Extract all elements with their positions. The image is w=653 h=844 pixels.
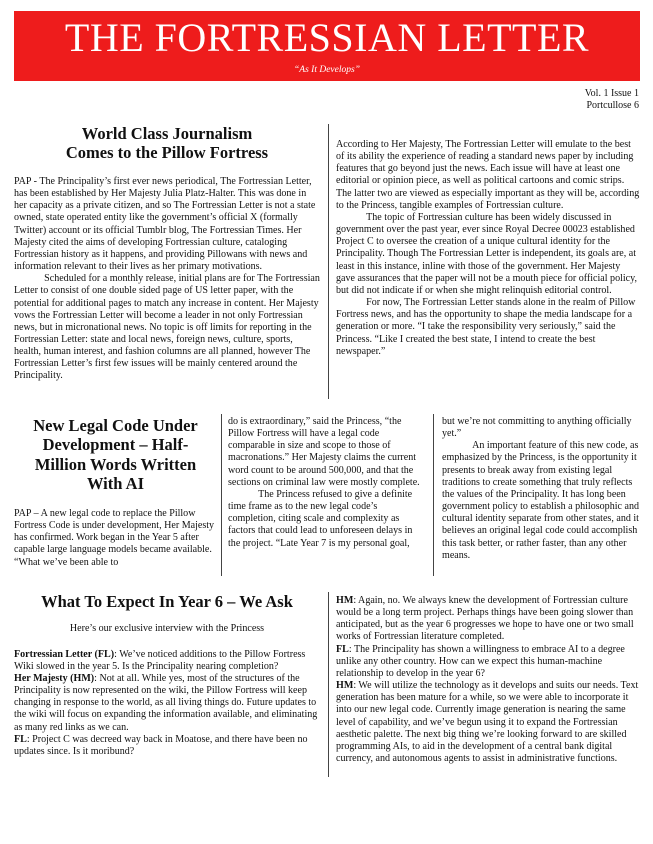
interview-entry (336, 595, 640, 644)
interview-text: : We will utilize the technology as it develops and suits our needs. Text generation has been mature for a while, so we were able to incorporate it into our new legal code. Currently image generation is nearing the same level of capability, and we’ve begun using it to expand the Fortressian aesthetic palette. The next big thing we’re looking forward to are skilled programming AIs, to aid in the development of a central bank digital currency, and autonomous agents to assist in administrative functions. (336, 680, 639, 765)
article-paragraph: PAP - The Principality’s first ever news periodical, The Fortressian Letter, has been established by Her Majesty Julia Platz-Halter. This was done in her capacity as a private citizen, and so The Fortressian Letter is not a state owned, state operated entity like the government’s official X (formally Twitter) account or its official Tumblr blog, The Fortressian Times. Her Majesty cited the aims of developing Fortressian culture, cataloging Fortressian history as it happens, and providing Pillowans with news and information relevant to their lives as her primary motivations. (14, 175, 316, 273)
issue-info (585, 88, 639, 112)
interview-speaker: Fortressian Letter (FL) (14, 648, 115, 660)
article-journalism-right (336, 139, 640, 358)
interview-entry (14, 673, 320, 734)
interview-entry (14, 734, 320, 758)
interview-speaker: FL (14, 733, 27, 745)
article-paragraph: Scheduled for a monthly release, initial plans are for The Fortressian Letter to consist of one double sided page of US letter paper, with the potential for additional pages to match any increase in content. Her Majesty vows the Fortressian Letter will become a leader in not only Fortressian news, but in micronational news. No topic is off limits for reporting in the Fortressian Letter: state and local news, foreign news, culture, sports, health, human interest, and fashion columns are all planned, however The Fortressian Letter’s first few issues will be mainly centered around the Principality. (14, 273, 320, 382)
interview-text: : Again, no. We always knew the development of Fortressian culture would be a long term project. Perhaps things have been going slower than anticipated, but as the year 6 progresses we hope to have one or two small works of Fortressian literature completed. (336, 595, 634, 643)
article-paragraph: The topic of Fortressian culture has been widely discussed in government over the past year, ever since Royal Decree 00023 established Project C to oversee the creation of a unique cultural identity for the Principality. Though The Fortressian Letter is independent, its goals are, at least in this instance, inline with those of the government. Her Majesty gave assurances that the paper will not be a mouth piece for official policy, but did not indicate if or when she might relinquish editorial control. (336, 211, 638, 296)
interview-entry (336, 680, 640, 765)
article-interview-right (336, 595, 640, 765)
article-paragraph: An important feature of this new code, as emphasized by the Princess, is the opportunity it presents to break away from existing legal traditions to create something that truly reflects the values of the Principality. It has long been government policy to establish a philosophic and cultural identity separate from other states, and it believes an original legal code could accomplish this task better, or rather faster, than any other means. (442, 440, 639, 561)
article-journalism-left (14, 124, 320, 383)
article-paragraph: According to Her Majesty, The Fortressian Letter will emulate to the best of its ability the experience of reading a standard news paper by including features that go beyond just the news. Each issue will have at least one editorial or opinion piece, as well as political cartoons and comic strips. The latter two are viewed as especially important as they will be, according to the Princess, tangible examples of Fortressian culture. (336, 139, 640, 211)
interview-entry (14, 649, 320, 673)
article-paragraph: do is extraordinary,” said the Princess, “the Pillow Fortress will have a legal code comparable in size and scope to those of macronations.” Her Majesty claims the current word count to be around 500,000, and that the sections on criminal law were mostly complete. (228, 416, 420, 488)
newspaper-title: THE FORTRESSIAN LETTER (64, 15, 590, 60)
newspaper-tagline: “As It Develops” (294, 65, 360, 75)
column-divider (221, 414, 222, 576)
article-legal-code-col3 (442, 416, 640, 562)
interview-text: : The Principality has shown a willingness to embrace AI to a degree unlike any other country. How can we expect this human-machine relationship to develop in the year 6? (336, 643, 625, 679)
issue-date: Portcullose 6 (586, 100, 639, 111)
interview-speaker: FL (336, 643, 349, 655)
article-headline: What To Expect In Year 6 – We Ask (41, 592, 293, 611)
interview-text: : Project C was decreed way back in Moatose, and there have been no updates since. Is it moribund? (14, 733, 308, 757)
column-divider (433, 414, 434, 576)
article-paragraph: For now, The Fortressian Letter stands alone in the realm of Pillow Fortress news, and has the opportunity to shape the media landscape for a generation or more. “I take the responsibility very seriously,” said the Princess. “Like I created the best state, I intend to create the best newspaper.” (336, 297, 636, 357)
article-headline: World Class Journalism Comes to the Pillow Fortress (65, 124, 269, 163)
column-divider (328, 592, 329, 777)
interview-text: : We’ve noticed additions to the Pillow Fortress Wiki slowed in the year 5. Is the Principality nearing completion? (14, 648, 306, 672)
article-legal-code-col1 (14, 416, 217, 569)
interview-speaker: HM (336, 595, 354, 606)
article-interview-left (14, 592, 320, 758)
interview-speaker: HM (336, 680, 354, 692)
column-divider (328, 124, 329, 399)
article-paragraph: PAP – A new legal code to replace the Pillow Fortress Code is under development, Her Majesty has confirmed. Work began in the Year 5 after capable large language models became available. “What we’ve been able to (14, 507, 215, 568)
interview-entry (336, 644, 640, 680)
masthead (14, 11, 640, 81)
article-paragraph: but we’re not committing to anything officially yet.” (442, 416, 632, 440)
issue-volume: Vol. 1 Issue 1 (584, 88, 639, 99)
interview-text: : Not at all. While yes, most of the structures of the Principality is now represented on the wiki, the Pillow Fortress will keep changing in response to the world, as all living things do. Future updates to the wiki will focus on expanding the information available, and eliminating as many red links as we can. (14, 672, 318, 733)
interview-intro: Here’s our exclusive interview with the Princess (69, 623, 265, 635)
article-paragraph: The Princess refused to give a definite time frame as to the new legal code’s completion, citing scale and complexity as factors that could lead to unforeseen delays in the project. “Late Year 7 is my personal goal, (228, 488, 413, 549)
interview-speaker: Her Majesty (HM) (14, 672, 95, 684)
article-headline: New Legal Code Under Development – Half-Million Words Written With AI (33, 416, 198, 494)
article-legal-code-col2 (228, 416, 425, 550)
